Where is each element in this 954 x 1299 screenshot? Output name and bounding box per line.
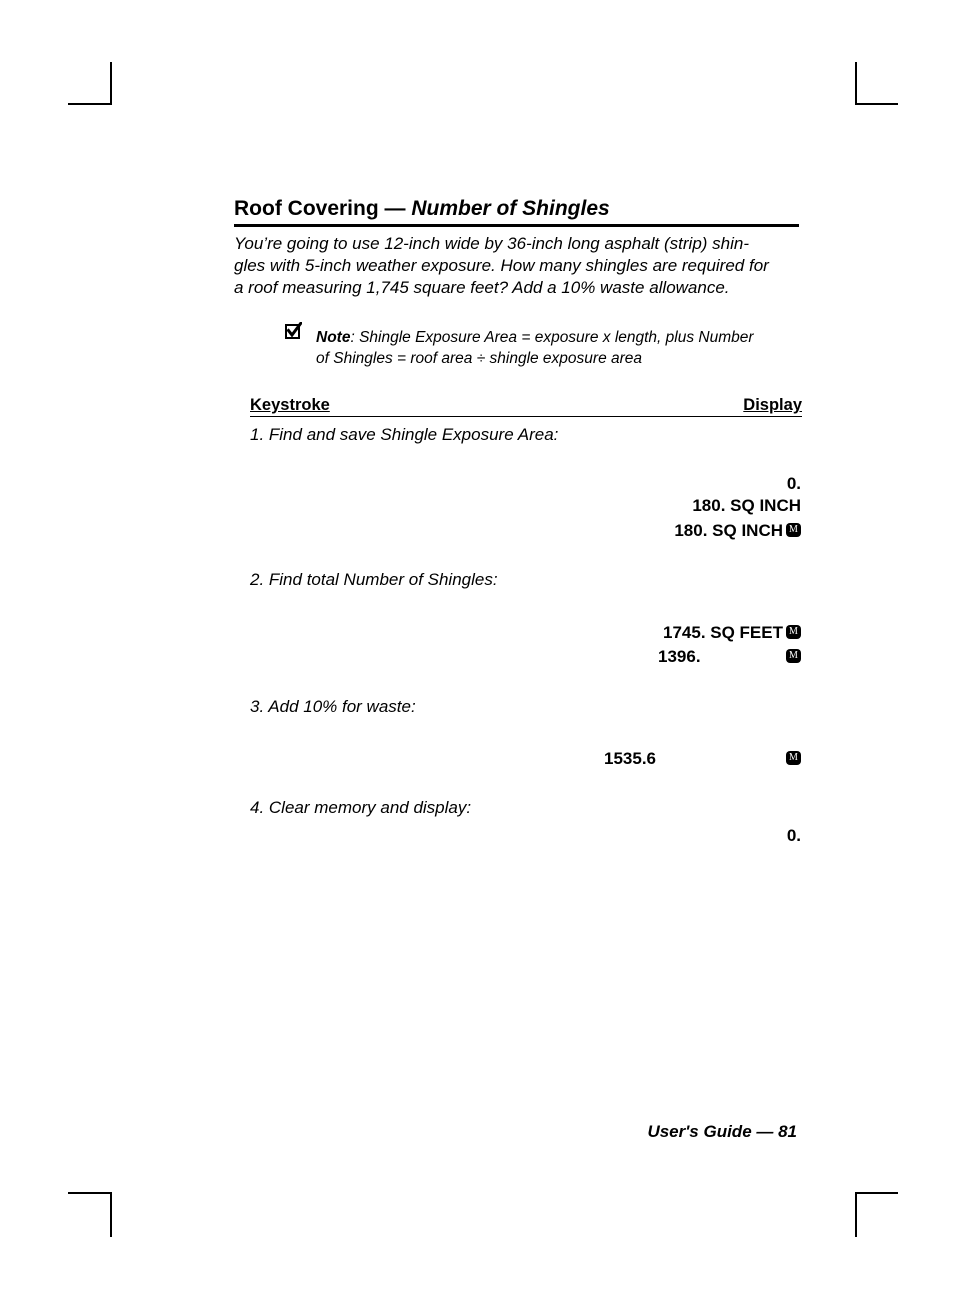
crop-mark-top-right-vertical [855,62,857,105]
intro-paragraph [234,233,804,299]
step-4-label: 4. Clear memory and display: [250,798,472,817]
intro-line: a roof measuring 1,745 square feet? Add a 10% waste allowance. [234,278,730,297]
display-value: 1396. [658,647,701,666]
page-title-main: Roof Covering — [234,197,412,220]
note-text-line-2: of Shingles = roof area ÷ shingle exposure area [316,350,643,367]
crop-mark-top-left-horizontal [68,103,111,105]
display-value: 1535.6 [604,749,656,768]
step-1-label: 1. Find and save Shingle Exposure Area: [250,425,559,444]
display-column-header: Display [743,396,802,414]
memory-indicator-icon: M [786,523,801,537]
note-box [316,327,816,369]
crop-mark-top-right-horizontal [855,103,898,105]
memory-indicator-icon: M [786,625,801,639]
memory-indicator-icon: M [786,751,801,765]
note-text-line-1: : Shingle Exposure Area = exposure x length, plus Number [350,329,754,346]
crop-mark-bottom-left-horizontal [68,1192,111,1194]
display-value: 1745. SQ FEET [663,623,783,642]
table-header [250,396,802,417]
display-value: 180. SQ INCH [692,496,801,515]
display-value: 0. [786,826,801,845]
crop-mark-bottom-left-vertical [110,1192,112,1237]
step-3-label: 3. Add 10% for waste: [250,697,416,716]
intro-line: You’re going to use 12-inch wide by 36-inch long asphalt (strip) shin- [234,234,750,253]
display-value: 180. SQ INCH [674,521,783,540]
page-title [234,196,799,227]
step-2-label: 2. Find total Number of Shingles: [250,570,498,589]
page-title-emphasis: Number of Shingles [411,197,610,220]
checkbox-checked-icon [285,322,302,339]
intro-line: gles with 5-inch weather exposure. How many shingles are required for [234,256,769,275]
keystroke-column-header: Keystroke [250,396,330,414]
crop-mark-top-left-vertical [110,62,112,105]
memory-indicator-icon: M [786,649,801,663]
display-value: 0. [786,474,801,493]
crop-mark-bottom-right-horizontal [855,1192,898,1194]
page-footer: User's Guide — 81 [647,1122,797,1141]
note-label: Note [316,329,351,346]
crop-mark-bottom-right-vertical [855,1192,857,1237]
